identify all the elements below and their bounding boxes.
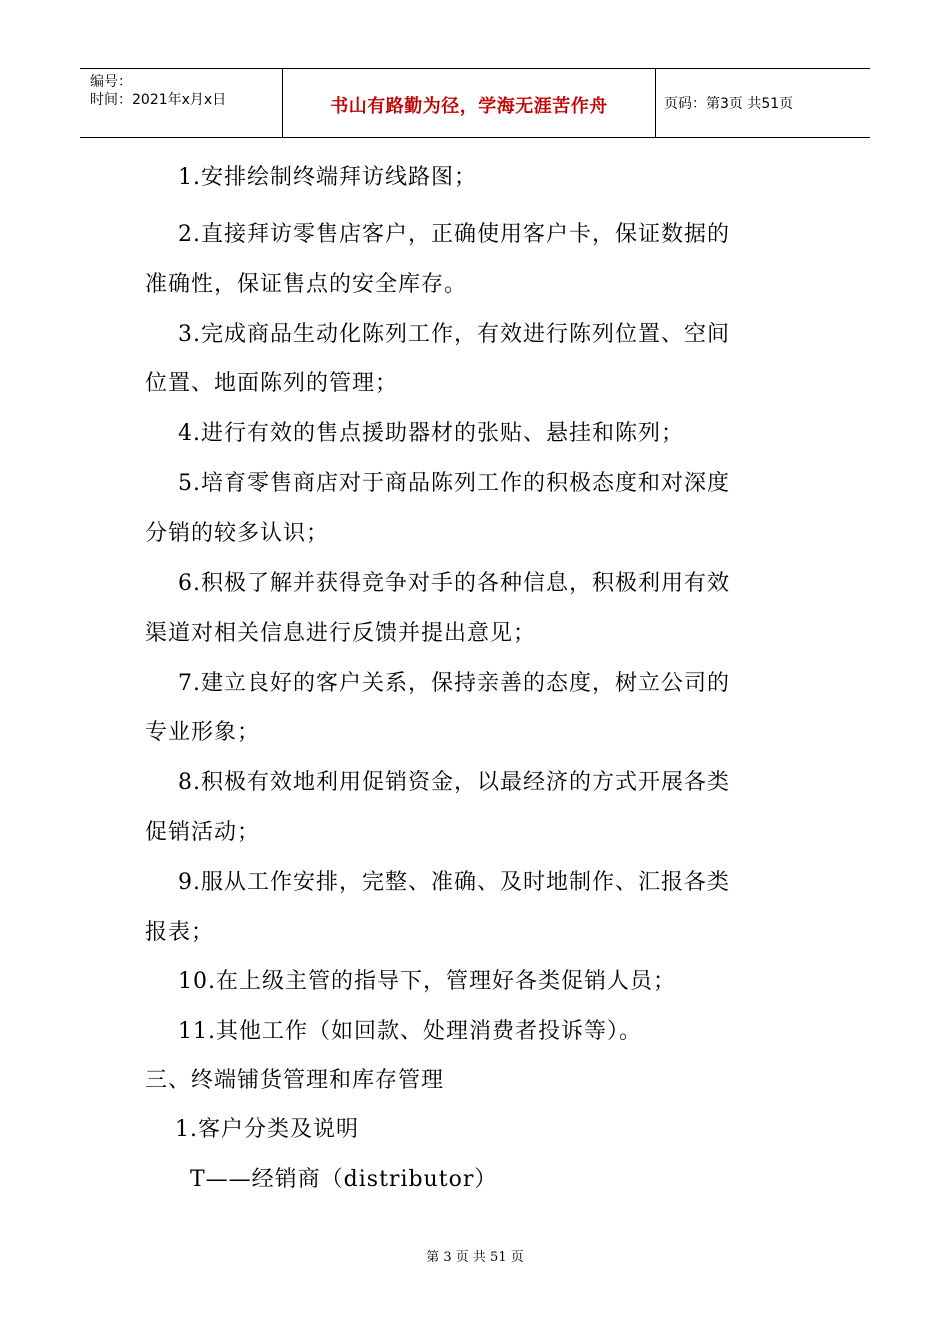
document-date: 时间：2021年x月x日 [90,92,227,108]
header-motto-cell [282,69,656,137]
body-line: 7.建立良好的客户关系，保持亲善的态度，树立公司的 [178,671,730,696]
body-line: 9.服从工作安排，完整、准确、及时地制作、汇报各类 [178,870,730,895]
subsection-heading: 1.客户分类及说明 [175,1117,359,1142]
body-line: 2.直接拜访零售店客户，正确使用客户卡，保证数据的 [178,222,730,247]
document-header [80,68,870,138]
section-heading: 三、终端铺货管理和库存管理 [145,1068,445,1093]
header-motto: 书山有路勤为径，学海无涯苦作舟 [330,96,608,117]
header-meta-cell [80,69,282,137]
body-line: 10.在上级主管的指导下，管理好各类促销人员； [178,969,676,994]
document-code-label: 编号： [90,74,132,90]
header-page-cell [655,69,870,137]
body-line: 4.进行有效的售点援助器材的张贴、悬挂和陈列； [178,421,684,446]
body-line: 3.完成商品生动化陈列工作，有效进行陈列位置、空间 [178,322,730,347]
body-line: 位置、地面陈列的管理； [145,371,399,396]
header-page-info: 页码：第3页 共51页 [664,96,794,112]
body-line: 报表； [145,920,215,945]
body-line: 5.培育零售商店对于商品陈列工作的积极态度和对深度 [178,471,730,496]
body-line: 渠道对相关信息进行反馈并提出意见； [145,621,537,646]
body-line: 促销活动； [145,820,261,845]
body-line: 准确性，保证售点的安全库存。 [145,272,468,297]
body-line: 1.安排绘制终端拜访线路图； [178,165,477,190]
page-footer: 第 3 页 共 51 页 [426,1250,524,1265]
body-line: T——经销商（distributor） [190,1167,498,1192]
body-line: 8.积极有效地利用促销资金，以最经济的方式开展各类 [178,770,730,795]
body-line: 分销的较多认识； [145,521,330,546]
body-line: 6.积极了解并获得竞争对手的各种信息，积极利用有效 [178,571,730,596]
body-line: 专业形象； [145,720,261,745]
body-line: 11.其他工作（如回款、处理消费者投诉等）。 [178,1019,642,1044]
